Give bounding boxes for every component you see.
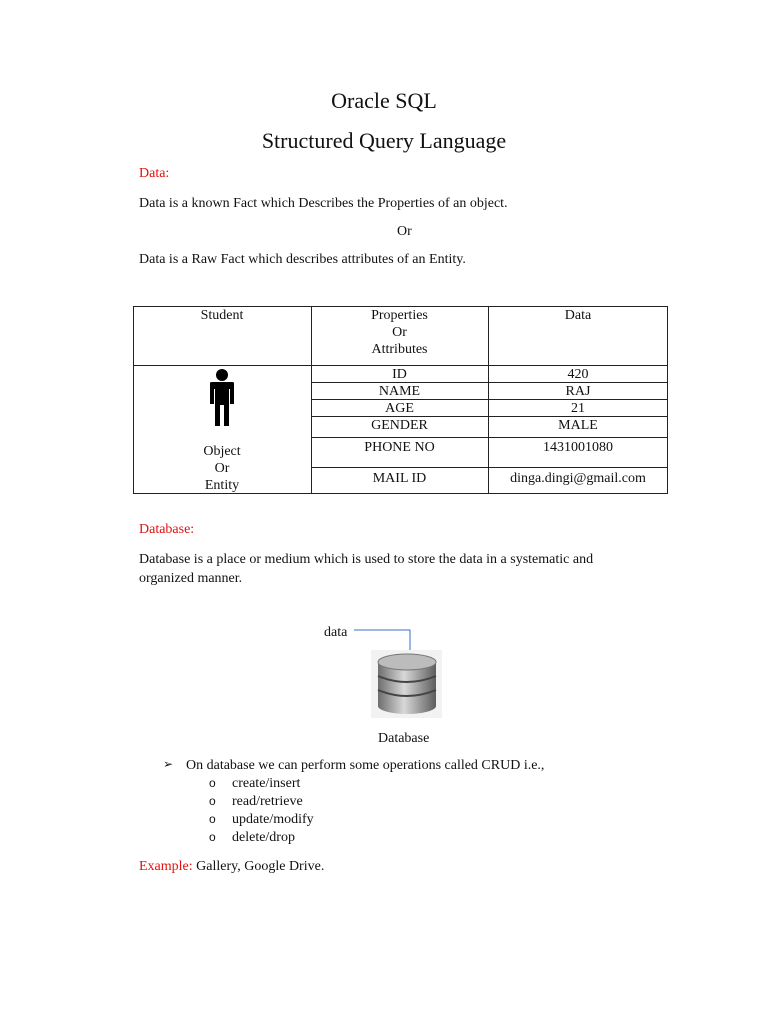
example-line [139, 857, 324, 876]
table-row-value: MALE [558, 418, 598, 433]
entity-label-line: Object [203, 444, 241, 459]
page-subtitle: Structured Query Language [261, 128, 507, 153]
header-properties-line: Or [392, 325, 407, 340]
table-row-value: 1431001080 [543, 440, 613, 455]
or-text: Or [397, 224, 412, 239]
table-row-value: RAJ [565, 384, 591, 399]
table-row-property: MAIL ID [372, 471, 427, 486]
table-row-value: 21 [571, 401, 585, 416]
data-heading: Data: [139, 166, 170, 181]
example-label: Example: [139, 859, 193, 874]
person-icon [207, 368, 237, 428]
database-definition [139, 550, 593, 588]
header-properties [311, 307, 488, 358]
list-item: create/insert [232, 776, 301, 791]
data-label: data [324, 625, 348, 640]
page-title: Oracle SQL [331, 88, 437, 113]
database-cylinder-icon [374, 652, 440, 716]
table-row-property: GENDER [371, 418, 428, 433]
entity-label-line: Or [214, 461, 230, 476]
data-definition-1: Data is a known Fact which Describes the Properties of an object. [139, 196, 508, 211]
header-properties-line: Properties [371, 308, 428, 323]
student-properties-table [133, 306, 668, 494]
list-item: update/modify [232, 812, 314, 827]
entity-label [133, 443, 311, 494]
entity-label-line: Entity [204, 478, 240, 493]
header-data: Data [564, 308, 592, 323]
circle-bullet-icon: o [209, 830, 216, 844]
database-definition-line: Database is a place or medium which is used to store the data in a systematic and [139, 552, 594, 567]
arrow-bullet-icon: ➢ [163, 757, 174, 771]
circle-bullet-icon: o [209, 812, 216, 826]
example-text: Gallery, Google Drive. [192, 859, 325, 874]
data-definition-2: Data is a Raw Fact which describes attributes of an Entity. [139, 252, 466, 267]
circle-bullet-icon: o [209, 776, 216, 790]
list-item: read/retrieve [232, 794, 303, 809]
table-row-value: 420 [567, 367, 589, 382]
table-row-value: dinga.dingi@gmail.com [510, 471, 646, 486]
database-definition-line: organized manner. [139, 571, 243, 586]
crud-intro: On database we can perform some operations called CRUD i.e., [186, 758, 545, 773]
table-row-property: PHONE NO [364, 440, 435, 455]
header-properties-line: Attributes [371, 342, 428, 357]
database-heading: Database: [139, 522, 195, 537]
table-row-property: ID [392, 367, 407, 382]
table-row-property: AGE [385, 401, 414, 416]
header-student: Student [200, 308, 244, 323]
table-row-property: NAME [378, 384, 421, 399]
database-label: Database [378, 731, 430, 746]
list-item: delete/drop [232, 830, 295, 845]
circle-bullet-icon: o [209, 794, 216, 808]
